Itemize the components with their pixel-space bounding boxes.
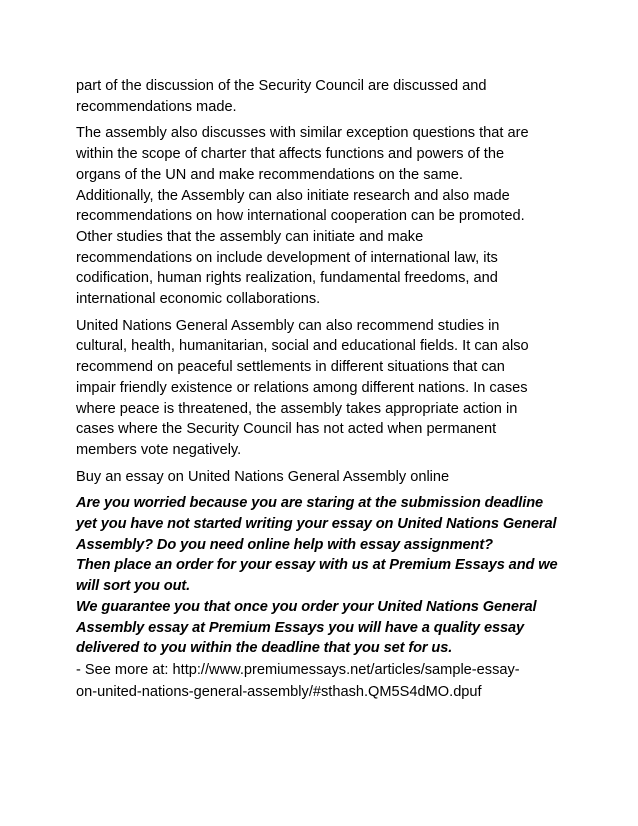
- text-line: United Nations General Assembly can also recommend studies in: [76, 317, 500, 334]
- promo-line: yet you have not started writing your essay on United Nations General: [76, 516, 557, 533]
- promo-line: Then place an order for your essay with us at Premium Essays and we: [76, 557, 558, 574]
- paragraph-recommend-studies: [76, 316, 568, 461]
- text-line: organs of the UN and make recommendations on the same.: [76, 166, 463, 183]
- text-line: recommendations made.: [76, 98, 237, 115]
- paragraph-assembly-discussions: [76, 123, 568, 309]
- paragraph-buy-essay: [76, 467, 568, 488]
- text-line: part of the discussion of the Security Council are discussed and: [76, 78, 487, 94]
- text-line: codification, human rights realization, fundamental freedoms, and: [76, 270, 498, 287]
- promo-line: Assembly essay at Premium Essays you will have a quality essay: [76, 619, 525, 636]
- source-link-line: on-united-nations-general-assembly/#sthash.QM5S4dMO.dpuf: [76, 683, 482, 700]
- text-line: within the scope of charter that affects functions and powers of the: [76, 146, 505, 163]
- paragraph-security-council: [76, 76, 568, 117]
- text-line: recommend on peaceful settlements in different situations that can: [76, 359, 505, 376]
- promo-line: Assembly? Do you need online help with essay assignment?: [76, 536, 493, 553]
- promo-line: will sort you out.: [76, 578, 191, 595]
- source-link-line: - See more at: http://www.premiumessays.net/articles/sample-essay-: [76, 661, 520, 678]
- promo-block: [76, 493, 568, 659]
- text-line: international economic collaborations.: [76, 291, 321, 308]
- text-line: members vote negatively.: [76, 441, 242, 458]
- promo-line: Are you worried because you are staring at the submission deadline: [76, 495, 544, 512]
- text-line: Additionally, the Assembly can also initiate research and also made: [76, 187, 510, 204]
- text-line: impair friendly existence or relations among different nations. In cases: [76, 379, 528, 396]
- text-line: recommendations on include development of international law, its: [76, 249, 498, 266]
- text-line: Buy an essay on United Nations General Assembly online: [76, 468, 450, 485]
- promo-line: delivered to you within the deadline that you set for us.: [76, 640, 453, 657]
- promo-line: We guarantee you that once you order your United Nations General: [76, 598, 537, 615]
- text-line: Other studies that the assembly can initiate and make: [76, 228, 424, 245]
- text-line: where peace is threatened, the assembly takes appropriate action in: [76, 400, 518, 417]
- source-link: [76, 659, 568, 703]
- text-line: cultural, health, humanitarian, social and educational fields. It can also: [76, 338, 529, 355]
- text-line: recommendations on how international cooperation can be promoted.: [76, 208, 525, 225]
- text-line: cases where the Security Council has not acted when permanent: [76, 421, 497, 438]
- text-line: The assembly also discusses with similar exception questions that are: [76, 125, 529, 142]
- document-page: [76, 76, 568, 703]
